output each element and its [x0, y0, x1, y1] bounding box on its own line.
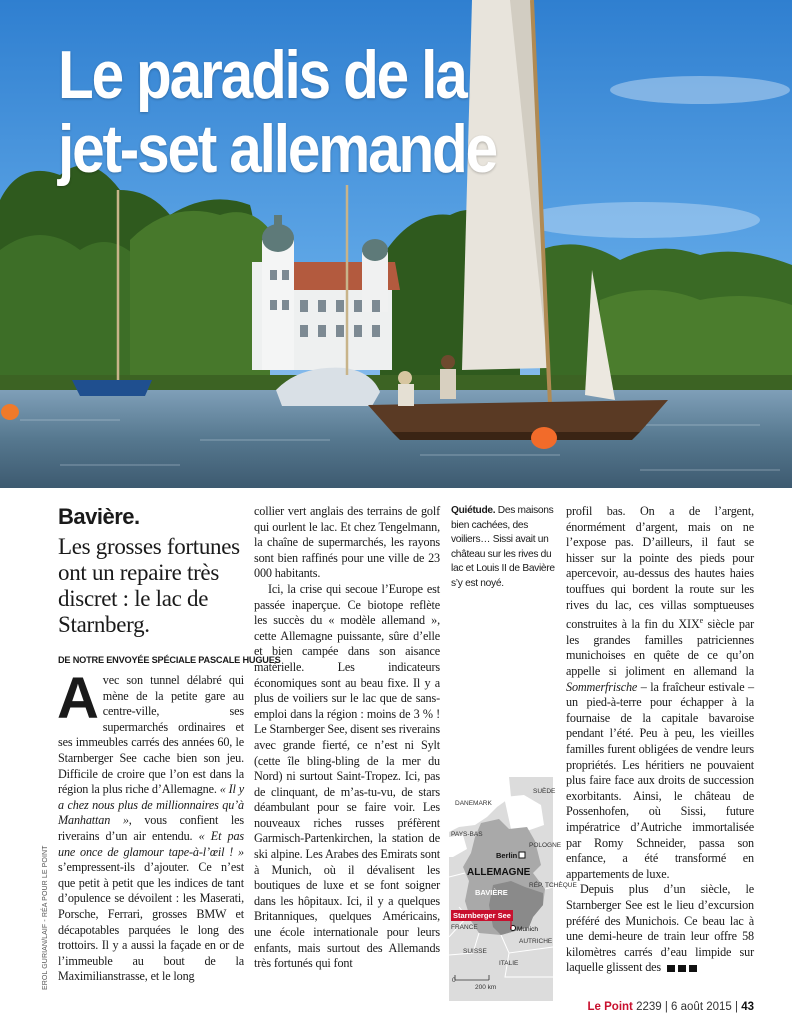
paragraph: [57, 666, 245, 985]
buoy: [1, 404, 19, 420]
caption-text: Des maisons bien cachées, des voiliers… Sissi avait un château sur les rives du lac et Louis II de Bavière s’y est noyé.: [451, 505, 555, 589]
map-scale-zero: 0: [452, 977, 456, 984]
map-label-munich: Munich: [517, 926, 538, 933]
drop-cap: A: [57, 666, 99, 731]
paragraph: [566, 504, 754, 882]
deck: Les grosses fortunes ont un repaire très discret : le lac de Starnberg.: [58, 534, 240, 637]
quote: « Et pas une once de glamour tape-à-l’œil ! »: [58, 828, 245, 859]
paragraph: collier vert anglais des terrains de golf qui ourlent le lac. Et chez Tengelmann, la chaîne de supermarchés, les rayons sont bien raffinés pour une ville de 23 000 habitants.: [254, 504, 440, 581]
page-number: 43: [741, 1001, 754, 1013]
paragraph: [566, 882, 754, 976]
berlin-marker: [519, 852, 525, 858]
text-run: s’empressent-ils d’ajouter. Ce n’est que petit à petit que les indices de tant d’opulence se dévoilent : les Maserati, Porsche, Ferrari, grosses BMW et décapotables parquées le long des trottoirs. Il y a aussi la façade en or de l’immeuble au bout de la Maximilianstrasse, et le long: [58, 860, 244, 984]
map-label-autriche: AUTRICHE: [519, 938, 553, 945]
issue-info: 2239 | 6 août 2015 |: [636, 1001, 738, 1013]
photo-caption: [451, 504, 555, 592]
caption-lead: Quiétude.: [451, 505, 496, 516]
article-column-4: [566, 504, 754, 976]
map-label-france: FRANCE: [451, 924, 478, 931]
text-run: siècle par les grandes familles patriciennes munichoises en quête de ce qu’on appelle si joliment en allemand la: [566, 617, 754, 678]
byline: DE NOTRE ENVOYÉE SPÉCIALE PASCALE HUGUES: [58, 655, 281, 665]
text-run: profil bas. On a de l’argent, énormément d’argent, mais on ne l’expose pas. D’ailleurs, il faut se hisser sur la pointe des pieds pour apercevoir, au-dessus des hautes haies touffues qui bordent la route sur les rives du lac, ces villas somptueuses construites à la fin du XIX: [566, 504, 754, 632]
folio: [588, 1001, 754, 1013]
kicker: Bavière.: [58, 504, 140, 529]
intro: [58, 504, 244, 638]
map-label-danemark: DANEMARK: [455, 800, 492, 807]
map-svg: [449, 777, 577, 1001]
map-label-pologne: POLOGNE: [529, 842, 562, 849]
end-of-article-mark: [665, 964, 699, 973]
headline-line-2: jet-set allemande: [58, 111, 496, 187]
article-column-2: [254, 504, 440, 972]
locator-map: [449, 777, 577, 1001]
map-label-italie: ITALIE: [499, 960, 519, 967]
headline-line-1: Le paradis de la: [58, 37, 466, 113]
paragraph: Ici, la crise qui secoue l’Europe est passée inaperçue. Ce biotope reflète les succès du « modèle allemand », cette Allemagne puissante, sûre d’elle et bien campée dans son aisance matérielle. Les indicateurs économiques sont au beau fixe. Il y a plus de voiliers sur le lac que de sans-emploi dans la région : moins de 3 % ! Le Starnberger See, disent ses riverains avec grande fierté, ce n’est ni Sylt (cette île bling-bling de la mer du Nord) ni surtout Saint-Tropez. Ici, pas de clinquant, de m’as-tu-vu, de stars déambulant pour se faire voir. Les nouveaux riches russes préfèrent Garmisch-Partenkirchen, la station de ski alpine. Les Arabes des Emirats sont à Munich, où il dévalisent les boutiques de luxe et se font soigner dans les hôpitaux. Ici, il y a quelques Britanniques, quelques Américains, une école internationale pour leurs enfants, mais surtout des Allemands très fortunés qui font: [254, 581, 441, 971]
magazine-name: Le Point: [587, 1001, 633, 1013]
photo-credit: EROL GURIAN/LAIF - RÉA POUR LE POINT: [42, 845, 49, 990]
map-label-baviere: BAVIÈRE: [475, 888, 508, 897]
map-label-berlin: Berlin: [496, 851, 518, 860]
emphasis: Sommerfrische: [566, 679, 638, 694]
superscript: e: [699, 616, 704, 626]
text-run: vec son tunnel délabré qui mène de la petite gare au centre-ville, ses supermarchés ordinaires et ses immeubles carrés des années 60, le Starnberger See cache bien son jeu. Difficile de croire que l’on est dans la région la plus riche d’Allemagne.: [58, 673, 244, 797]
text-run: Depuis plus d’un siècle, le Starnberger See est le lieu d’excursion préféré des Munichois. Ce beau lac à une demi-heure de train leur offre 58 kilomètres carrés d’eau limpide sur laquelle glissent des: [566, 882, 754, 975]
map-label-starnberger: Starnberger See: [453, 911, 511, 920]
map-label-suisse: SUISSE: [463, 948, 487, 955]
text-run: , vous confient les riverains d’un air entendu.: [58, 813, 244, 843]
quote: « Il y a chez nous plus de millionnaires qu’à Manhattan »: [58, 782, 244, 828]
hero-photo: [0, 0, 792, 488]
text-run: – la fraîcheur estivale – un pied-à-terre pour échapper à la fournaise de la capitale bavaroise pendant l’été. Peu à peu, les vieilles familles furent obligées de vendre leurs propriétés. Les héritiers ne pouvaient plus faire face aux droits de succession exorbitants. Ainsi, le château de Possenhofen, où Sissi, future impératrice d’Autriche immortalisée par Romy Schneider, passa son enfance, a été transformé en appartements de luxe.: [566, 679, 754, 881]
map-label-suede: SUÈDE: [533, 788, 556, 795]
map-scale-label: 200 km: [475, 984, 497, 991]
map-label-rep-tcheque: RÉP. TCHÈQUE: [529, 882, 577, 889]
map-label-pays-bas: PAYS-BAS: [451, 831, 483, 838]
article-column-1: [57, 666, 245, 985]
headline: [58, 38, 496, 186]
map-label-allemagne: ALLEMAGNE: [467, 867, 531, 878]
